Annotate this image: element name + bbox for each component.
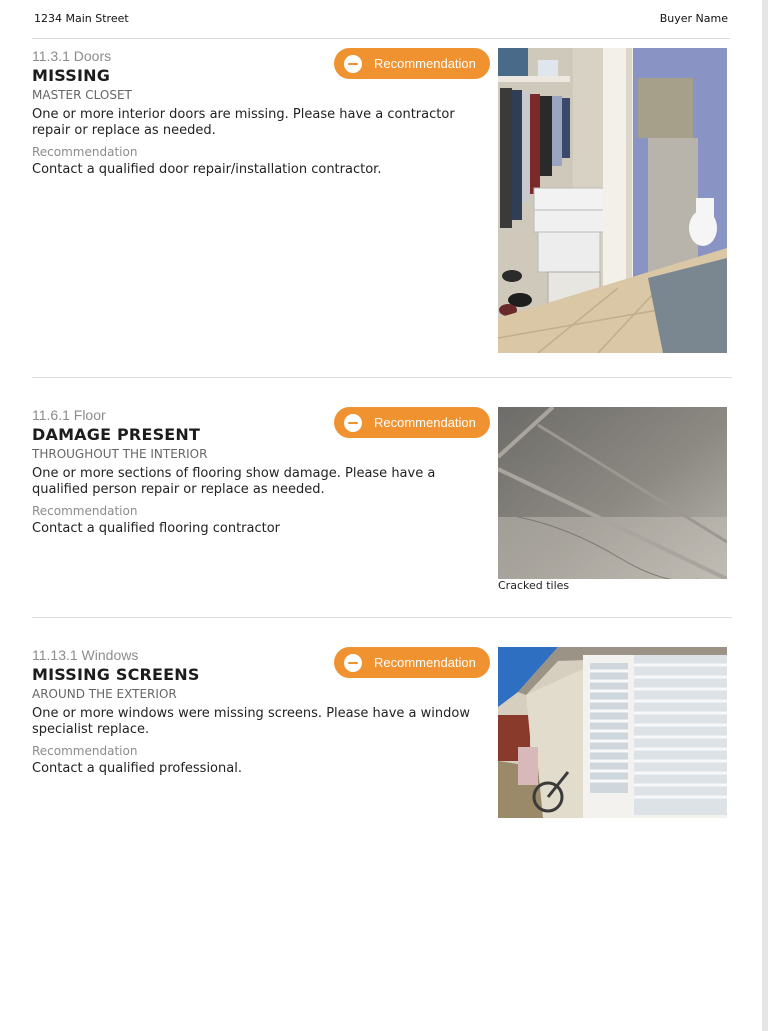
section-title: MISSING SCREENS <box>32 665 200 684</box>
defect-section-windows <box>32 647 730 777</box>
section-description: One or more interior doors are missing. Please have a contractor repair or replace as needed. <box>32 107 455 138</box>
recommendation-badge <box>334 647 490 678</box>
badge-label: Recommendation <box>374 415 476 430</box>
header-address: 1234 Main Street <box>34 12 129 25</box>
header-divider <box>32 38 730 39</box>
section-divider <box>32 617 732 618</box>
defect-section-floor <box>32 407 730 592</box>
section-description: One or more sections of flooring show damage. Please have a qualified person repair or replace as needed. <box>32 466 436 497</box>
section-location: THROUGHOUT THE INTERIOR <box>32 447 208 461</box>
minus-circle-icon <box>344 654 362 672</box>
recommendation-badge <box>334 48 490 79</box>
minus-circle-icon <box>344 55 362 73</box>
recommendation-label: Recommendation <box>32 504 138 518</box>
section-number: 11.6.1 Floor <box>32 407 106 423</box>
recommendation-text: Contact a qualified professional. <box>32 761 242 776</box>
section-number: 11.13.1 Windows <box>32 647 139 663</box>
report-header <box>34 12 728 25</box>
recommendation-text: Contact a qualified flooring contractor <box>32 521 281 536</box>
page-edge <box>762 0 768 1031</box>
section-title: DAMAGE PRESENT <box>32 425 201 444</box>
badge-label: Recommendation <box>374 56 476 71</box>
recommendation-label: Recommendation <box>32 744 138 758</box>
defect-section-doors <box>32 48 730 178</box>
photo-caption: Cracked tiles <box>498 579 570 592</box>
recommendation-badge <box>334 407 490 438</box>
section-divider <box>32 377 732 378</box>
badge-label: Recommendation <box>374 655 476 670</box>
minus-circle-icon <box>344 414 362 432</box>
cracked-tile-photo[interactable] <box>498 407 727 579</box>
header-client: Buyer Name <box>659 12 728 25</box>
section-title: MISSING <box>32 66 111 85</box>
closet-photo[interactable] <box>498 48 727 353</box>
recommendation-label: Recommendation <box>32 145 138 159</box>
section-description: One or more windows were missing screens. Please have a window specialist replace. <box>32 706 470 737</box>
window-photo[interactable] <box>498 647 727 818</box>
section-number: 11.3.1 Doors <box>32 48 112 64</box>
section-location: MASTER CLOSET <box>32 88 132 102</box>
recommendation-text: Contact a qualified door repair/installation contractor. <box>32 162 382 177</box>
section-location: AROUND THE EXTERIOR <box>32 687 177 701</box>
